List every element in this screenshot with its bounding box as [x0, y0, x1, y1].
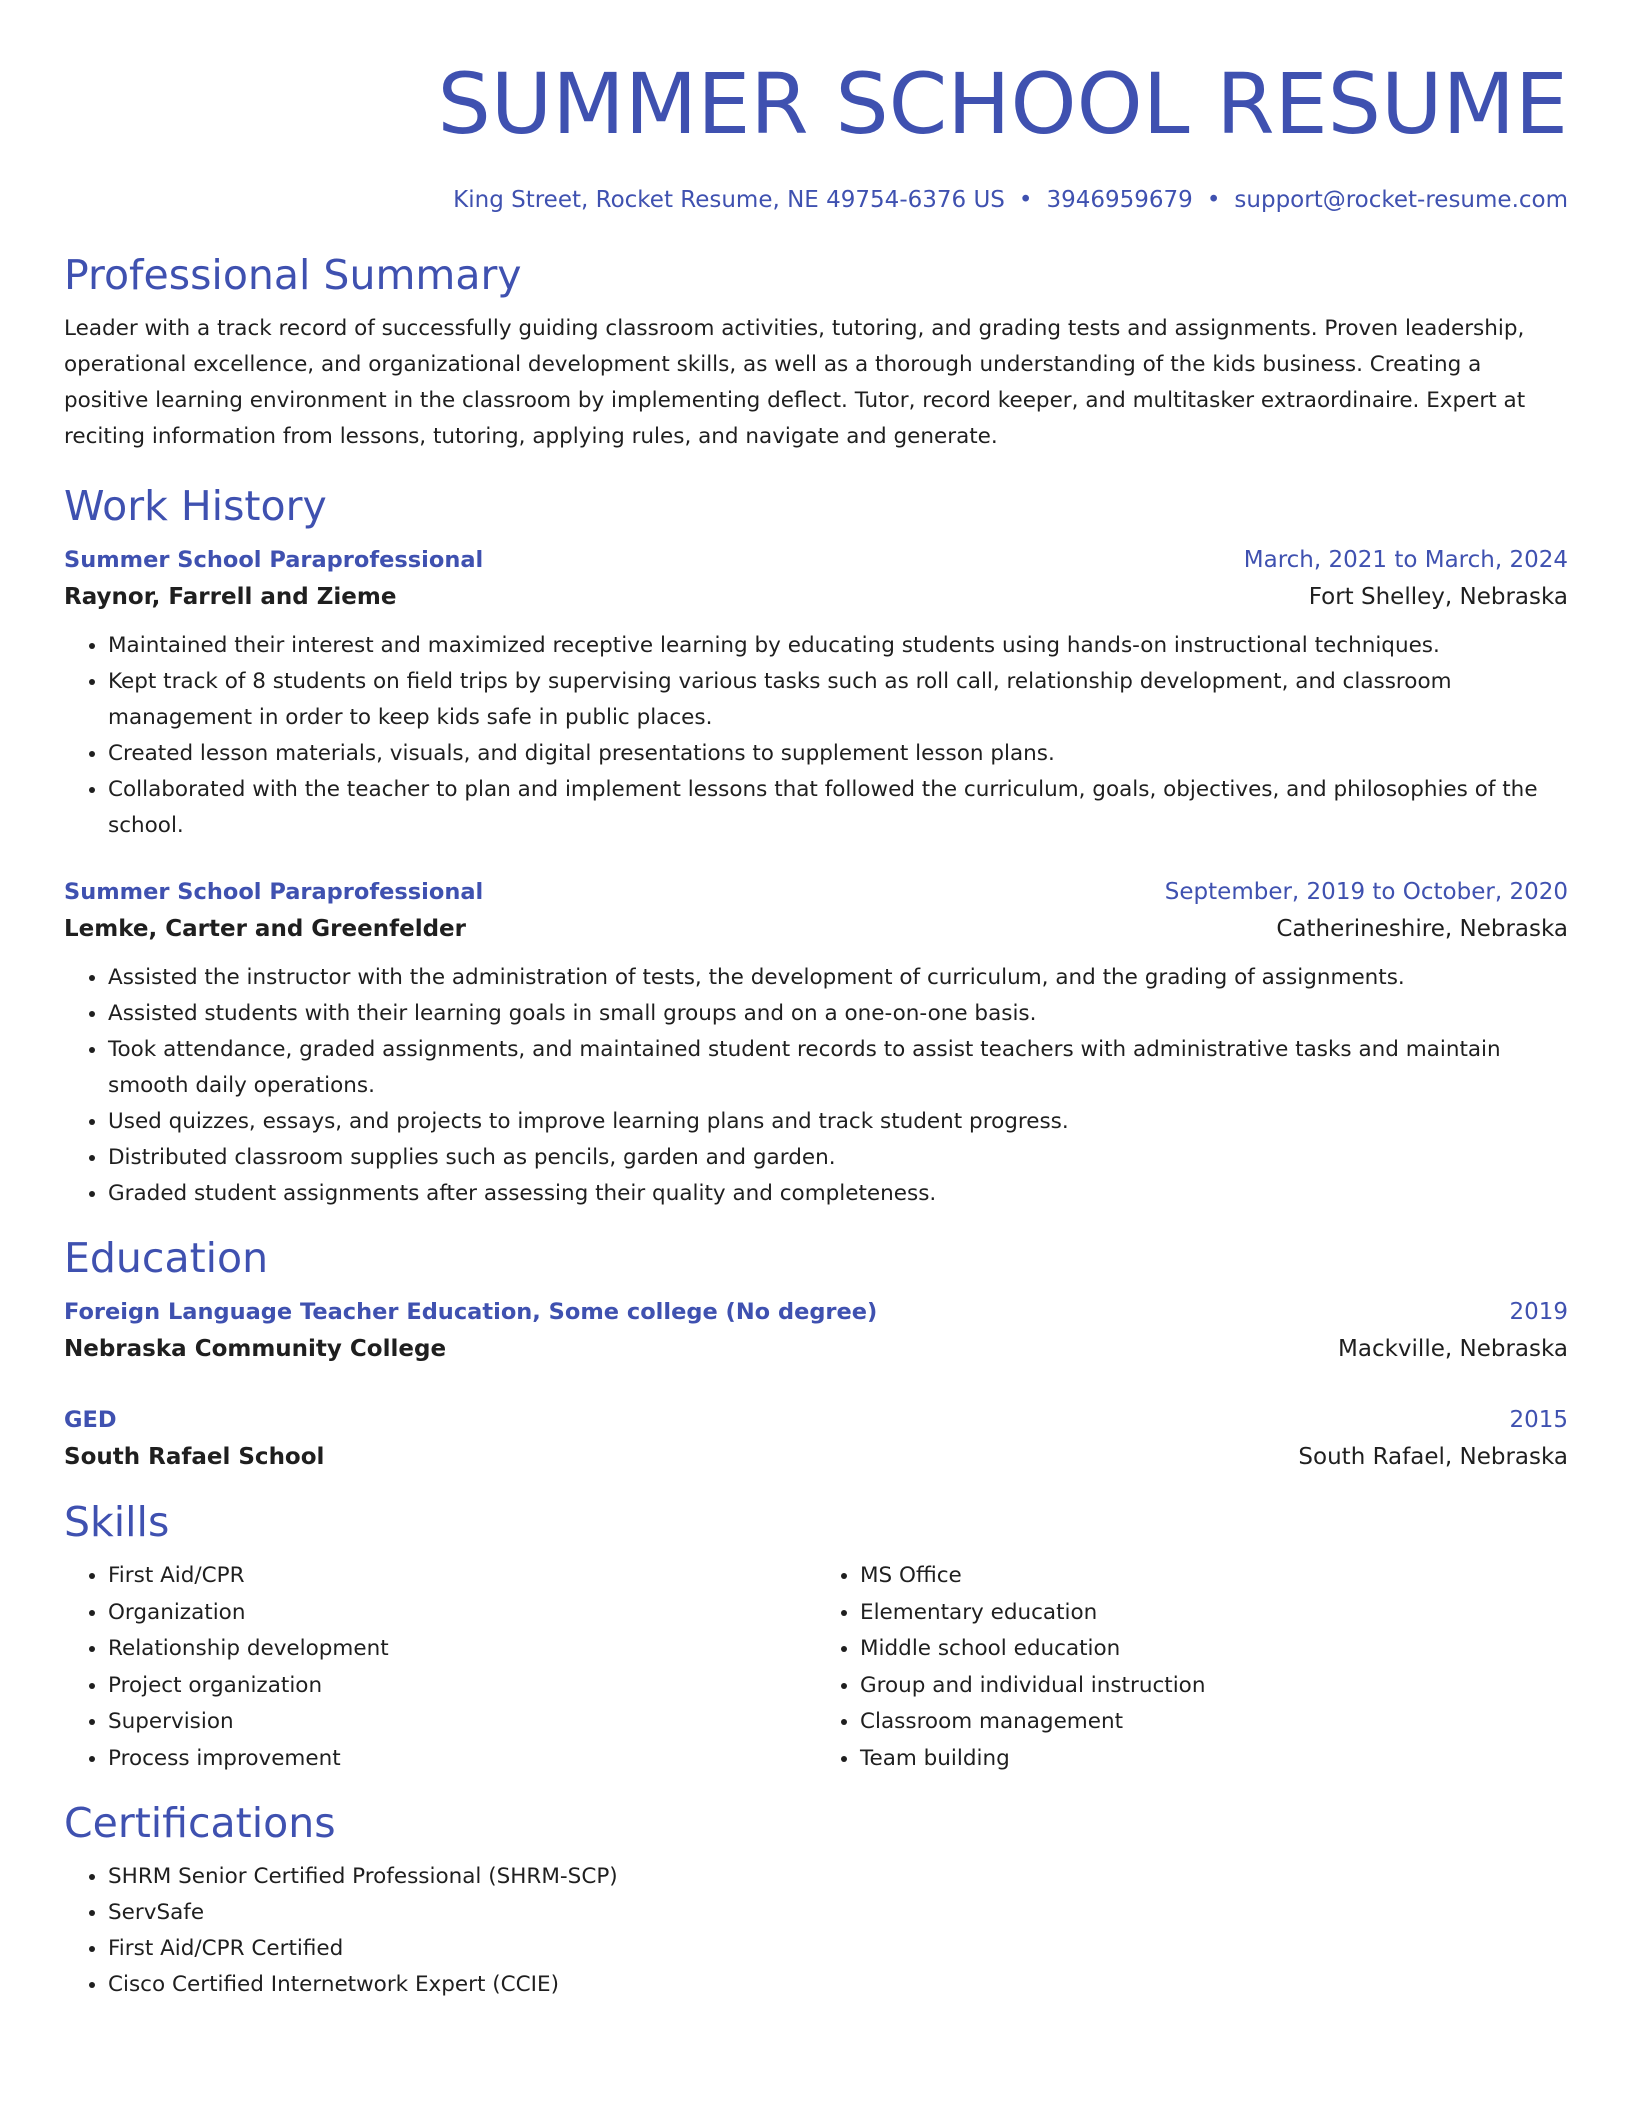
list-item: • Relationship development	[108, 1631, 816, 1668]
job-employer: Lemke, Carter and Greenfelder	[64, 916, 466, 942]
education-location: Mackville, Nebraska	[1338, 1336, 1568, 1362]
skills-list-right	[816, 1558, 1568, 1777]
education-year: 2015	[1509, 1407, 1568, 1433]
list-item: • Collaborated with the teacher to plan and implement lessons that followed the curriculum, goals, objectives, and philosophies of the school.	[108, 772, 1568, 844]
contact-phone: 3946959679	[1046, 187, 1193, 213]
job-location: Fort Shelley, Nebraska	[1308, 584, 1568, 610]
list-item: • Distributed classroom supplies such as pencils, garden and garden.	[108, 1140, 1568, 1176]
skills-list-left	[64, 1558, 816, 1777]
contact-email: support@rocket-resume.com	[1234, 187, 1568, 213]
contact-address: King Street, Rocket Resume, NE 49754-6376 US	[453, 187, 1005, 213]
education-degree: GED	[64, 1407, 117, 1433]
list-item: • Assisted the instructor with the administration of tests, the development of curriculum, and the grading of assignments.	[108, 960, 1568, 996]
list-item: • First Aid/CPR	[108, 1558, 816, 1595]
job-title: Summer School Paraprofessional	[64, 879, 484, 905]
list-item: • Kept track of 8 students on field trips by supervising various tasks such as roll call, relationship development, and classroom management in order to keep kids safe in public places.	[108, 664, 1568, 736]
list-item: • ServSafe	[108, 1895, 1568, 1931]
job-entry	[64, 874, 1568, 1212]
skills-section	[64, 1498, 1568, 1777]
list-item: • Used quizzes, essays, and projects to improve learning plans and track student progress.	[108, 1104, 1568, 1140]
list-item: • Process improvement	[108, 1741, 816, 1778]
list-item: • Team building	[860, 1741, 1568, 1778]
list-item: • SHRM Senior Certified Professional (SHRM-SCP)	[108, 1859, 1568, 1895]
section-title-summary: Professional Summary	[64, 251, 522, 299]
summary-section	[64, 251, 1568, 455]
job-entry	[64, 542, 1568, 844]
list-item: • Cisco Certified Internetwork Expert (CCIE)	[108, 1967, 1568, 2003]
education-school: Nebraska Community College	[64, 1336, 447, 1362]
education-degree: Foreign Language Teacher Education, Some college (No degree)	[64, 1299, 878, 1325]
list-item: • Middle school education	[860, 1631, 1568, 1668]
work-section	[64, 482, 1568, 1212]
job-location: Catherineshire, Nebraska	[1276, 916, 1568, 942]
section-title-education: Education	[64, 1234, 269, 1282]
section-title-skills: Skills	[64, 1498, 170, 1546]
resume-name: SUMMER SCHOOL RESUME	[437, 55, 1568, 153]
summary-text: Leader with a track record of successfully guiding classroom activities, tutoring, and grading tests and assignments. Proven leadership, operational excellence, and organizational development skills, as well as a thorough understanding of the kids business. Creating a positive learning environment in the classroom by implementing deflect. Tutor, record keeper, and multitasker extraordinaire. Expert at reciting information from lessons, tutoring, applying rules, and navigate and generate.	[64, 316, 1526, 449]
list-item: • Organization	[108, 1595, 816, 1632]
list-item: • Group and individual instruction	[860, 1668, 1568, 1705]
contact-separator: •	[1018, 187, 1033, 213]
section-title-certifications: Certifications	[64, 1799, 336, 1847]
list-item: • Maintained their interest and maximized receptive learning by educating students using hands-on instructional techniques.	[108, 628, 1568, 664]
education-entry	[64, 1402, 1568, 1476]
list-item: • Assisted students with their learning goals in small groups and on a one-on-one basis.	[108, 996, 1568, 1032]
education-school: South Rafael School	[64, 1444, 325, 1470]
education-location: South Rafael, Nebraska	[1298, 1444, 1568, 1470]
list-item: • Project organization	[108, 1668, 816, 1705]
certifications-list	[64, 1859, 1568, 2003]
list-item: • First Aid/CPR Certified	[108, 1931, 1568, 1967]
job-employer: Raynor, Farrell and Zieme	[64, 584, 397, 610]
job-dates: September, 2019 to October, 2020	[1164, 879, 1568, 905]
job-title: Summer School Paraprofessional	[64, 547, 484, 573]
list-item: • Created lesson materials, visuals, and digital presentations to supplement lesson plans.	[108, 736, 1568, 772]
job-bullets	[64, 960, 1568, 1212]
list-item: • Supervision	[108, 1704, 816, 1741]
contact-line	[64, 184, 1568, 216]
education-year: 2019	[1509, 1299, 1568, 1325]
job-dates: March, 2021 to March, 2024	[1243, 547, 1568, 573]
list-item: • Elementary education	[860, 1595, 1568, 1632]
skills-grid	[64, 1546, 1568, 1777]
job-bullets	[64, 628, 1568, 844]
list-item: • MS Office	[860, 1558, 1568, 1595]
education-entry	[64, 1294, 1568, 1368]
resume-page	[64, 0, 1568, 2003]
contact-separator: •	[1206, 187, 1221, 213]
section-title-work: Work History	[64, 482, 327, 530]
list-item: • Took attendance, graded assignments, and maintained student records to assist teachers with administrative tasks and maintain smooth daily operations.	[108, 1032, 1568, 1104]
list-item: • Classroom management	[860, 1704, 1568, 1741]
education-section	[64, 1234, 1568, 1476]
certifications-section	[64, 1799, 1568, 2003]
list-item: • Graded student assignments after assessing their quality and completeness.	[108, 1176, 1568, 1212]
